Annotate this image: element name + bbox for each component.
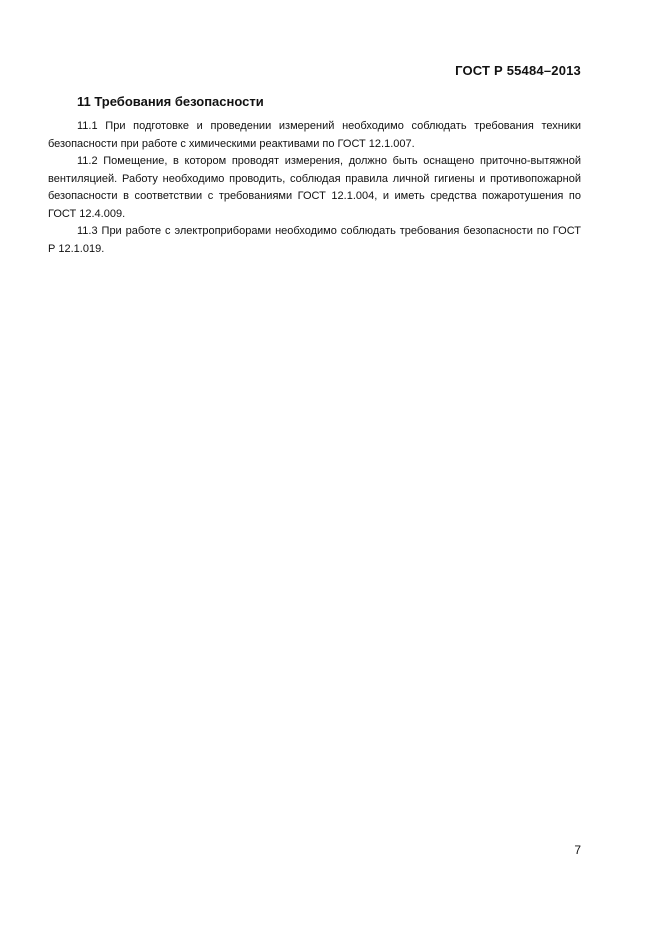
section-title: 11 Требования безопасности [77,94,264,109]
document-code: ГОСТ Р 55484–2013 [455,63,581,78]
paragraph-11-1: 11.1 При подготовке и проведении измерений необходимо соблюдать требования техники безопасности при работе с химическими реактивами по ГОСТ 12.1.007. [48,120,581,150]
paragraph-11-2: 11.2 Помещение, в котором проводят измерения, должно быть оснащено приточно-вытяжной вентиляцией. Работу необходимо проводить, соблюдая правила личной гигиены и противопожарной безопасности в соответствии с требованиями ГОСТ 12.1.004, и иметь средства пожаротушения по ГОСТ 12.4.009. [48,155,581,220]
paragraph-11-3: 11.3 При работе с электроприборами необходимо соблюдать требования безопасности по ГОСТ Р 12.1.019. [48,225,581,255]
page-number: 7 [574,843,581,857]
section-body [48,118,581,258]
